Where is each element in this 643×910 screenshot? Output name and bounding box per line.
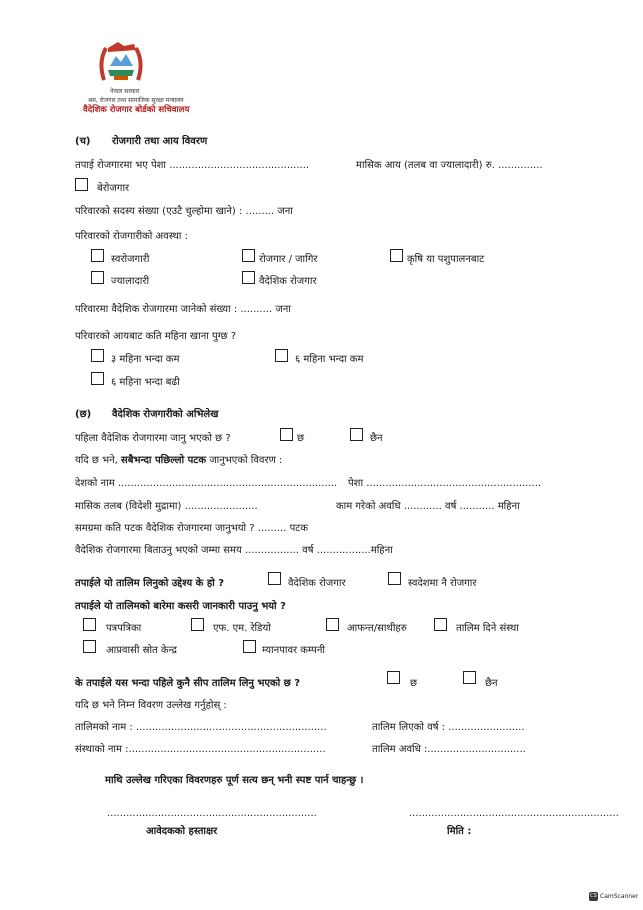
- board-label: वैदेशिक रोजगार बोर्डको सचिवालय: [83, 105, 190, 115]
- lt3-months-label: ३ महिना भन्दा कम: [111, 354, 180, 365]
- first-foreign-question: पहिला वैदेशिक रोजगारमा जानु भएको छ ?: [75, 433, 231, 444]
- src-fm-checkbox[interactable]: [191, 618, 204, 631]
- src-manpower-checkbox[interactable]: [243, 640, 256, 653]
- section-marker-cha: (च): [75, 136, 91, 147]
- total-time-field[interactable]: वैदेशिक रोजगारमा बिताउनु भएको जम्मा समय ................. वर्ष .................महिना: [75, 545, 393, 556]
- lt6-months-checkbox[interactable]: [275, 349, 288, 362]
- src-migrant-label: आप्रवासी स्रोत केन्द्र: [106, 645, 177, 656]
- self-employed-label: स्वरोजगारी: [111, 254, 150, 265]
- source-question: तपाईले यो तालिमको बारेमा कसरी जानकारी पाउनु भयो ?: [75, 601, 286, 612]
- income-months-question: परिवारको आयबाट कति महिना खाना पुग्छ ?: [75, 331, 237, 342]
- agriculture-label: कृषि या पशुपालनबाट: [407, 254, 485, 265]
- lt3-months-checkbox[interactable]: [91, 349, 104, 362]
- declaration-text: माथि उल्लेख गरिएका विवरणहरु पूर्ण सत्य छन् भनी स्पष्ट पार्न चाहन्छु ।: [105, 775, 364, 786]
- prior-yes-label: छ: [410, 678, 418, 689]
- foreign-employment-label: वैदेशिक रोजगार: [259, 276, 317, 287]
- job-checkbox[interactable]: [242, 249, 255, 262]
- src-institute-checkbox[interactable]: [434, 618, 447, 631]
- purpose-foreign-checkbox[interactable]: [268, 572, 281, 585]
- salary-field[interactable]: मासिक तलब (विदेशी मुद्रामा) .......................: [75, 501, 258, 512]
- family-size-field[interactable]: परिवारको सदस्य संख्या (एउटै चुल्होमा खाने) : ......... जना: [75, 206, 293, 217]
- src-news-checkbox[interactable]: [83, 618, 96, 631]
- date-line[interactable]: ..................................................................: [409, 808, 619, 819]
- signature-label: आवेदकको हस्ताक्षर: [146, 826, 218, 837]
- wage-label: ज्यालादारी: [111, 276, 150, 287]
- src-migrant-checkbox[interactable]: [83, 640, 96, 653]
- signature-line[interactable]: ..................................................................: [107, 808, 317, 819]
- ministry-label: श्रम, रोजगार तथा सामाजिक सुरक्षा मन्त्रालय: [88, 97, 184, 104]
- purpose-domestic-label: स्वदेशमा नै रोजगार: [408, 578, 477, 589]
- src-institute-label: तालिम दिने संस्था: [456, 623, 519, 634]
- duration-field[interactable]: काम गरेको अवधि ............ वर्ष ........... महिना: [336, 501, 520, 512]
- src-manpower-label: म्यानपावर कम्पनी: [262, 645, 325, 656]
- src-fm-label: एफ. एम. रेडियो: [213, 623, 271, 634]
- unemployed-checkbox[interactable]: [75, 178, 88, 191]
- job-label: रोजगार / जागिर: [259, 254, 318, 265]
- latest-trip-post: जानुभएको विवरण :: [209, 455, 283, 466]
- unemployed-label: बेरोजगार: [97, 183, 130, 194]
- latest-trip-pre: यदि छ भने,: [75, 455, 118, 466]
- training-duration-field[interactable]: तालिम अवधि :...............................: [372, 744, 526, 755]
- latest-trip-bold: सबैभन्दा पछिल्लो पटक: [121, 455, 207, 466]
- src-news-label: पत्रपत्रिका: [106, 623, 142, 634]
- gov-label: नेपाल सरकार: [110, 88, 140, 95]
- occupation-field[interactable]: तपाई रोजगारमा भए पेशा ............................................: [75, 160, 310, 171]
- prior-details-intro: यदि छ भने निम्न विवरण उल्लेख गर्नुहोस् :: [75, 700, 227, 711]
- latest-trip-intro: [75, 452, 282, 466]
- gt6-months-checkbox[interactable]: [91, 372, 104, 385]
- purpose-question: तपाईले यो तालिम लिनुको उद्देश्य के हो ?: [75, 578, 225, 589]
- times-field[interactable]: समग्रमा कति पटक वैदेशिक रोजगारमा जानुभयो ? ......... पटक: [75, 523, 308, 534]
- prior-no-label: छैन: [485, 678, 498, 689]
- lt6-months-label: ६ महिना भन्दा कम: [295, 354, 364, 365]
- country-field[interactable]: देशको नाम .....................................................................: [75, 478, 338, 489]
- first-foreign-no-checkbox[interactable]: [350, 428, 363, 441]
- emblem-logo: [96, 40, 146, 84]
- profession-field[interactable]: पेशा .......................................................: [348, 478, 542, 489]
- section-marker-chha: (छ): [75, 409, 92, 420]
- agriculture-checkbox[interactable]: [390, 249, 403, 262]
- foreign-employment-checkbox[interactable]: [242, 271, 255, 284]
- foreign-count-field[interactable]: परिवारमा वैदेशिक रोजगारमा जानेको संख्या : .......... जना: [75, 304, 291, 315]
- prior-training-question: के तपाईले यस भन्दा पहिले कुनै सीप तालिम लिनु भएको छ ?: [75, 678, 301, 689]
- src-friends-checkbox[interactable]: [326, 618, 339, 631]
- date-label: मिति :: [447, 826, 472, 837]
- camscanner-icon: CS: [590, 893, 597, 899]
- monthly-income-field[interactable]: मासिक आय (तलब वा ज्यालादारी) रु. ..............: [356, 160, 543, 171]
- training-year-field[interactable]: तालिम लिएको वर्ष : ........................: [372, 722, 525, 733]
- section-title-cha: रोजगारी तथा आय विवरण: [112, 136, 208, 147]
- purpose-foreign-label: वैदेशिक रोजगार: [288, 578, 346, 589]
- institution-name-field[interactable]: संस्थाको नाम :..............................................................: [75, 744, 326, 755]
- prior-no-checkbox[interactable]: [463, 671, 476, 684]
- section-title-chha: वैदेशिक रोजगारीको अभिलेख: [112, 409, 219, 420]
- training-name-field[interactable]: तालिमको नाम : ............................................................: [75, 722, 327, 733]
- purpose-domestic-checkbox[interactable]: [388, 572, 401, 585]
- first-foreign-no-label: छैन: [370, 433, 383, 444]
- family-status-question: परिवारको रोजगारीको अवस्था :: [75, 231, 188, 242]
- wage-checkbox[interactable]: [91, 271, 104, 284]
- prior-yes-checkbox[interactable]: [387, 671, 400, 684]
- first-foreign-yes-label: छ: [297, 433, 305, 444]
- gt6-months-label: ६ महिना भन्दा बढी: [111, 377, 180, 388]
- self-employed-checkbox[interactable]: [91, 249, 104, 262]
- src-friends-label: आफन्त/साथीहरु: [347, 623, 407, 634]
- camscanner-label: CamScanner: [600, 893, 639, 900]
- first-foreign-yes-checkbox[interactable]: [280, 428, 293, 441]
